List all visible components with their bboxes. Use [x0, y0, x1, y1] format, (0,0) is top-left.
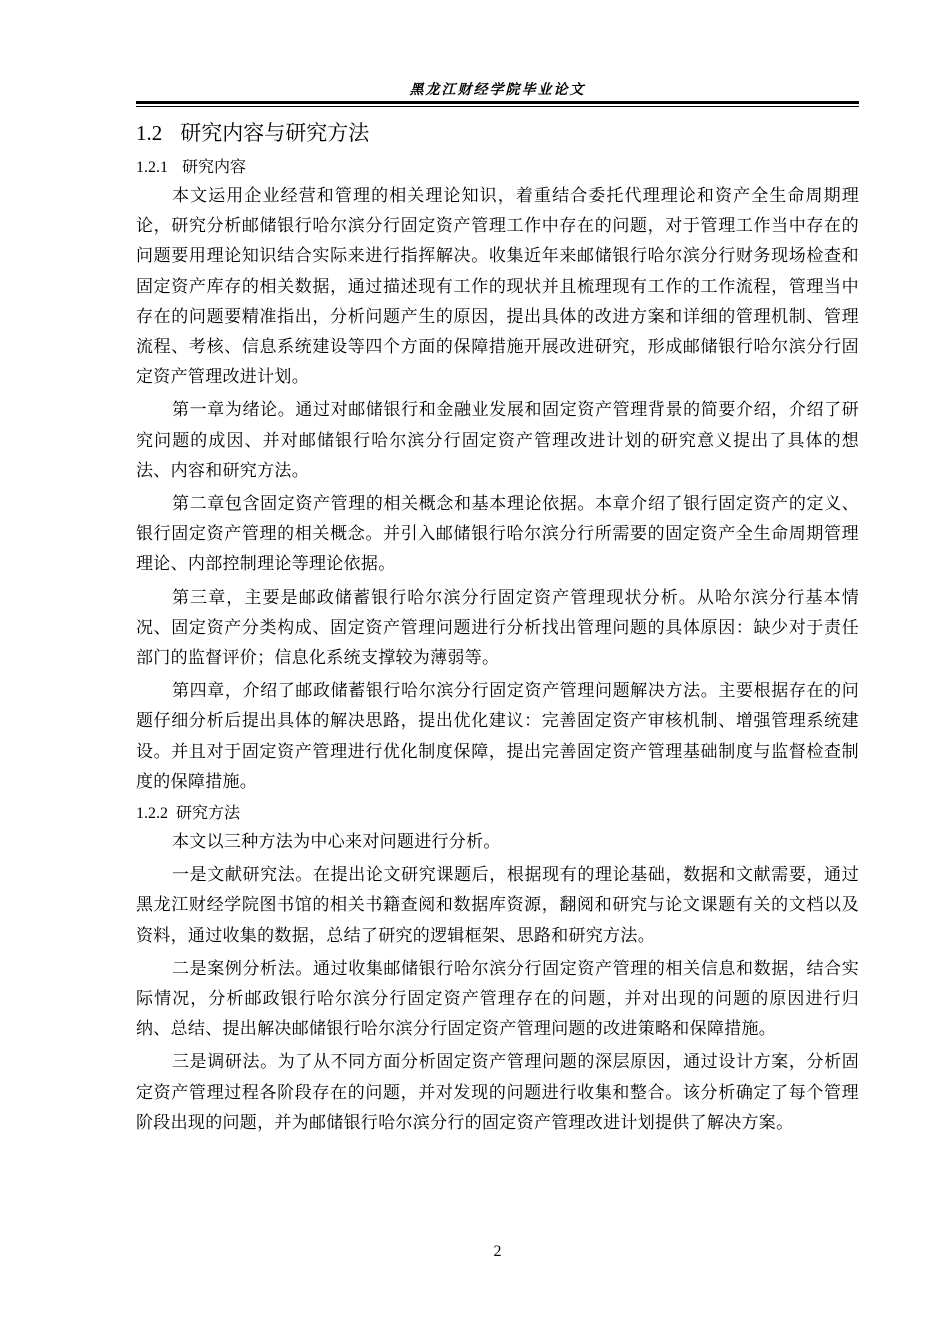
header-rule-thin	[136, 106, 859, 107]
running-header: 黑龙江财经学院毕业论文	[409, 82, 586, 98]
subsection-title: 研究方法	[176, 803, 241, 823]
subsection-heading-research-content	[136, 154, 859, 181]
subsection-heading-research-methods	[136, 800, 859, 827]
header-rule-thick	[136, 101, 859, 104]
paragraph: 本文运用企业经营和管理的相关理论知识，着重结合委托代理理论和资产全生命周期理论，研究分析邮储银行哈尔滨分行固定资产管理工作中存在的问题，对于管理工作当中存在的问题要用理论知识结合实际来进行指挥解决。收集近年来邮储银行哈尔滨分行财务现场检查和固定资产库存的相关数据，通过描述现有工作的现状并且梳理现有工作的工作流程，管理当中存在的问题要精准指出，分析问题产生的原因，提出具体的改进方案和详细的管理机制、管理流程、考核、信息系统建设等四个方面的保障措施开展改进研究，形成邮储银行哈尔滨分行固定资产管理改进计划。	[136, 186, 859, 388]
paragraph: 第四章，介绍了邮政储蓄银行哈尔滨分行固定资产管理问题解决方法。主要根据存在的问题仔细分析后提出具体的解决思路，提出优化建议：完善固定资产审核机制、增强管理系统建设。并且对于固定资产管理进行优化制度保障，提出完善固定资产管理基础制度与监督检查制度的保障措施。	[136, 681, 859, 792]
paragraph: 二是案例分析法。通过收集邮储银行哈尔滨分行固定资产管理的相关信息和数据，结合实际情况，分析邮政银行哈尔滨分行固定资产管理存在的问题，并对出现的问题的原因进行归纳、总结、提出解决邮储银行哈尔滨分行固定资产管理问题的改进策略和保障措施。	[136, 958, 859, 1040]
paragraph: 第二章包含固定资产管理的相关概念和基本理论依据。本章介绍了银行固定资产的定义、银行固定资产管理的相关概念。并引入邮储银行哈尔滨分行所需要的固定资产全生命周期管理理论、内部控制理论等理论依据。	[136, 494, 859, 575]
section-heading	[136, 118, 859, 148]
subsection-number: 1.2.1	[136, 159, 168, 176]
page-content	[136, 118, 859, 1141]
paragraph: 一是文献研究法。在提出论文研究课题后，根据现有的理论基础，数据和文献需要，通过黑龙江财经学院图书馆的相关书籍查阅和数据库资源，翻阅和研究与论文课题有关的文档以及资料，通过收集的数据，总结了研究的逻辑框架、思路和研究方法。	[136, 865, 859, 946]
paragraph: 第一章为绪论。通过对邮储银行和金融业发展和固定资产管理背景的简要介绍，介绍了研究问题的成因、并对邮储银行哈尔滨分行固定资产管理改进计划的研究意义提出了具体的想法、内容和研究方法。	[136, 400, 859, 481]
page-number: 2	[493, 1243, 502, 1260]
section-title: 研究内容与研究方法	[180, 121, 370, 145]
paragraph: 本文以三种方法为中心来对问题进行分析。	[172, 832, 501, 853]
section-number: 1.2	[136, 121, 163, 145]
paragraph: 三是调研法。为了从不同方面分析固定资产管理问题的深层原因，通过设计方案，分析固定资产管理过程各阶段存在的问题，并对发现的问题进行收集和整合。该分析确定了每个管理阶段出现的问题，并为邮储银行哈尔滨分行的固定资产管理改进计划提供了解决方案。	[136, 1052, 859, 1133]
subsection-title: 研究内容	[182, 157, 247, 176]
subsection-number: 1.2.2	[136, 805, 168, 823]
paragraph: 第三章，主要是邮政储蓄银行哈尔滨分行固定资产管理现状分析。从哈尔滨分行基本情况、固定资产分类构成、固定资产管理问题进行分析找出管理问题的具体原因：缺少对于责任部门的监督评价；信息化系统支撑较为薄弱等。	[136, 587, 859, 669]
